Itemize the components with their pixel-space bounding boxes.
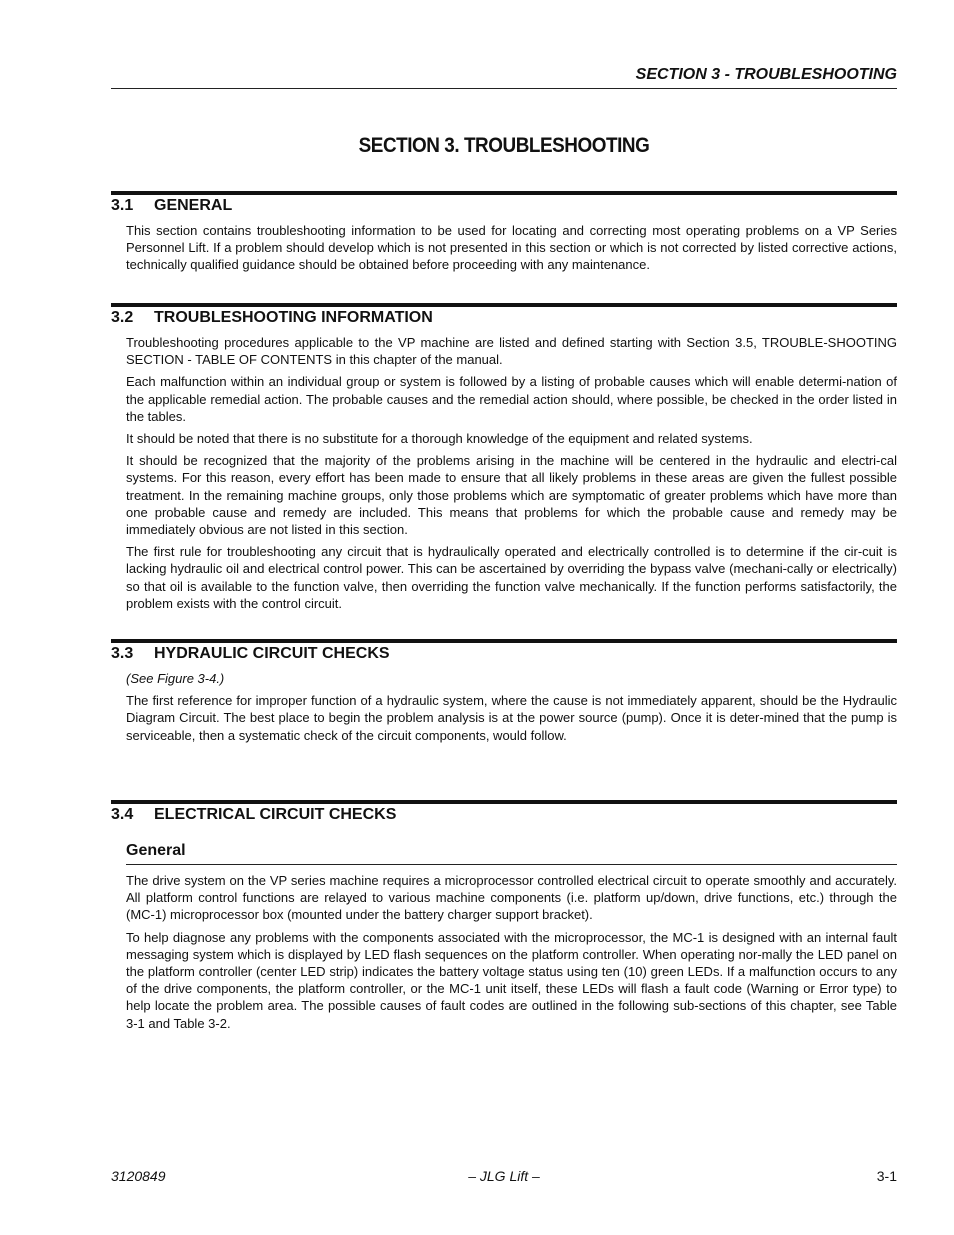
section-number: 3.3 bbox=[111, 645, 134, 662]
paragraph: The drive system on the VP series machine requires a microprocessor controlled electrical circuit to operate smoothly and accurately. All platform control functions are relayed to various machine components (i.e. platform up/down, drive functions, etc.) through the (MC-1) microprocessor box (mounted under the battery charger support bracket). bbox=[126, 873, 897, 923]
section-body-3-4 bbox=[126, 872, 897, 1037]
page-number: 3-1 bbox=[876, 1168, 897, 1184]
section-heading-3-3 bbox=[111, 645, 390, 663]
section-heading-3-4 bbox=[111, 806, 396, 824]
paragraph: To help diagnose any problems with the components associated with the microprocessor, the MC-1 is designed with an internal fault messaging system which is displayed by LED flash sequences on the platform controller. When operating nor-mally the LED panel on the platform controller (center LED strip) indicates the battery voltage status using ten (10) green LEDs. If a malfunction occurs to any of the drive components, the platform controller, or the MC-1 unit itself, these LEDs will flash a fault code (Warning or Error type) to help locate the problem area. The possible causes of fault codes are outlined in the following sub-sections of this chapter, see Table 3-1 and Table 3-2. bbox=[126, 929, 897, 1031]
section-number: 3.4 bbox=[111, 806, 134, 823]
section-rule-3-3 bbox=[111, 639, 897, 643]
paragraph: Each malfunction within an individual group or system is followed by a listing of probable causes which will enable determi-nation of the applicable remedial action. The probable causes and the remedial action should, where possible, be checked in the order listed in the tables. bbox=[126, 374, 897, 424]
header-rule bbox=[111, 88, 897, 89]
section-rule-3-2 bbox=[111, 303, 897, 307]
section-heading-3-1 bbox=[111, 197, 232, 215]
section-body-3-2 bbox=[126, 334, 897, 617]
section-title: ELECTRICAL CIRCUIT CHECKS bbox=[154, 806, 397, 823]
footer-company: – JLG Lift – bbox=[468, 1168, 540, 1184]
paragraph: The first rule for troubleshooting any circuit that is hydraulically operated and electrically controlled is to determine if the cir-cuit is lacking hydraulic oil and electrical control power. This can be ascertained by overriding the bypass valve (mechani-cally or electrically) so that oil is available to the function valve, then overriding the function valve mechanically. If the function performs satisfactorily, the problem exists with the control circuit. bbox=[126, 544, 897, 611]
doc-number: 3120849 bbox=[111, 1168, 166, 1184]
paragraph: It should be recognized that the majority of the problems arising in the machine will be centered in the hydraulic and electri-cal systems. For this reason, every effort has been made to ensure that all likely problems in these areas are given the fullest possible treatment. In the remaining machine groups, only those problems which are symptomatic of greater problems which have more than one probable cause and remedy are included. This means that problems for which the probable cause and remedy may be immediately obvious are not listed in this section. bbox=[126, 453, 897, 538]
paragraph: The first reference for improper function of a hydraulic system, where the cause is not immediately apparent, should be the Hydraulic Diagram Circuit. The best place to begin the problem analysis is at the power source (pump). Once it is deter-mined that the pump is serviceable, then a systematic check of the circuit components, would follow. bbox=[126, 693, 897, 743]
section-body-3-1 bbox=[126, 222, 897, 279]
section-number: 3.1 bbox=[111, 197, 134, 214]
running-header: SECTION 3 - TROUBLESHOOTING bbox=[635, 66, 897, 83]
subsection-heading-general: General bbox=[126, 842, 186, 859]
section-rule-3-1 bbox=[111, 191, 897, 195]
paragraph: It should be noted that there is no substitute for a thorough knowledge of the equipment and related systems. bbox=[126, 431, 753, 447]
section-title: TROUBLESHOOTING INFORMATION bbox=[154, 309, 433, 326]
chapter-title: SECTION 3. TROUBLESHOOTING bbox=[358, 134, 650, 157]
paragraph: This section contains troubleshooting information to be used for locating and correcting most operating problems on a VP Series Personnel Lift. If a problem should develop which is not presented in this section or which is not corrected by listed corrective actions, technically qualified guidance should be obtained before proceeding with any maintenance. bbox=[126, 223, 897, 273]
paragraph: Troubleshooting procedures applicable to the VP machine are listed and defined starting with Section 3.5, TROUBLE-SHOOTING SECTION - TABLE OF CONTENTS in this chapter of the manual. bbox=[126, 335, 897, 368]
section-body-3-3 bbox=[126, 670, 897, 749]
section-number: 3.2 bbox=[111, 309, 134, 326]
section-heading-3-2 bbox=[111, 309, 433, 327]
figure-reference-note: (See Figure 3-4.) bbox=[126, 671, 225, 686]
section-rule-3-4 bbox=[111, 800, 897, 804]
subsection-rule bbox=[126, 864, 897, 865]
section-title: HYDRAULIC CIRCUIT CHECKS bbox=[154, 645, 390, 662]
section-title: GENERAL bbox=[154, 197, 233, 214]
